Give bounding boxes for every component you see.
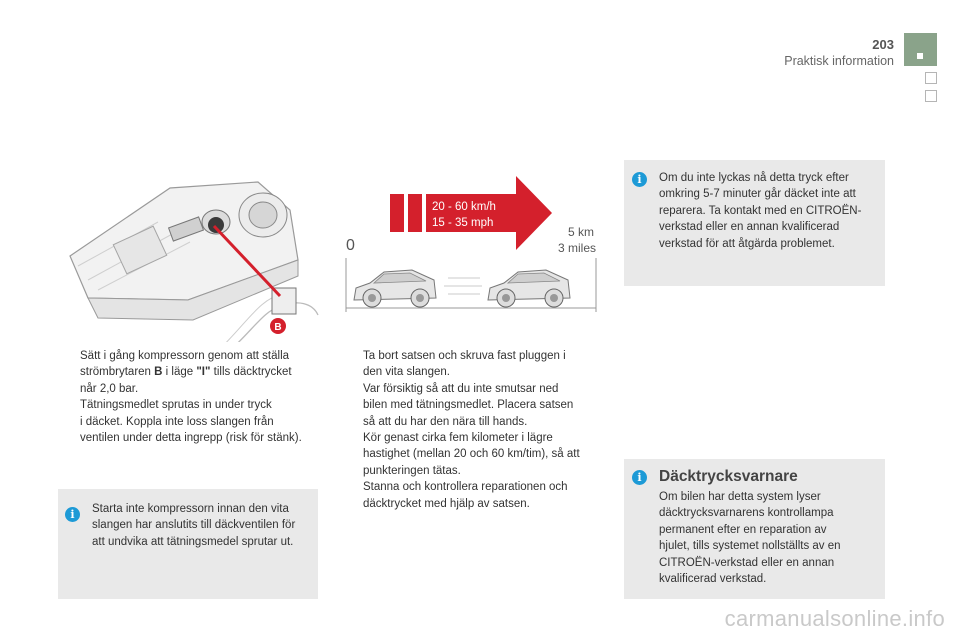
distance-km: 5 km — [568, 225, 595, 239]
bullet-icon — [341, 430, 363, 479]
text-line: Kör genast cirka fem kilometer i lägre — [363, 432, 553, 445]
text-line: däcktrycksvarnarens kontrollampa — [659, 507, 834, 520]
text-line: i däcket. Koppla inte loss slangen från — [80, 415, 274, 428]
switch-position: "I" — [196, 366, 211, 379]
text-line: Tätningsmedlet sprutas in under tryck — [80, 399, 272, 412]
info-heading: Däcktrycksvarnare — [659, 468, 798, 485]
instruction-list — [341, 348, 611, 512]
text-line: däcktrycket med hjälp av satsen. — [363, 497, 530, 510]
text-line: CITROËN-verkstad eller en annan — [659, 556, 835, 569]
text-line: Ta bort satsen och skruva fast pluggen i — [363, 350, 566, 362]
text-line: hjulet, tills systemet nollställts av en — [659, 540, 841, 553]
text-line: tills däcktrycket — [210, 366, 292, 379]
text-line: permanent efter en reparation av — [659, 523, 827, 536]
chapter-tab-marker — [917, 53, 923, 59]
driving-diagram — [340, 172, 610, 322]
text-line: kvalificerad verkstad. — [659, 573, 767, 586]
text-line: verkstad för att åtgärda problemet. — [659, 237, 835, 250]
list-item — [341, 348, 611, 430]
instruction-text — [80, 348, 328, 446]
page-number: 203 — [872, 37, 894, 52]
text-line: slangen har anslutits till däckventilen för — [92, 519, 296, 532]
list-item — [341, 430, 611, 479]
info-box-pressure — [624, 160, 885, 286]
bullet-icon — [341, 479, 363, 512]
info-text — [659, 489, 883, 587]
text-line: Var försiktig så att du inte smutsar ned — [363, 382, 559, 395]
car-moving — [488, 270, 570, 307]
chapter-tab — [904, 33, 937, 66]
start-label: 0 — [346, 237, 355, 254]
compressor-label-b: B — [274, 322, 282, 333]
info-icon: i — [632, 172, 647, 187]
text-line: att undvika att tätningsmedel sprutar ut. — [92, 535, 294, 548]
chapter-tab-empty — [925, 72, 937, 84]
bullet-icon — [58, 348, 80, 446]
text-line: så att du har den nära till hands. — [363, 415, 528, 428]
text-line: Sätt i gång kompressorn genom att ställa — [80, 350, 290, 362]
section-title: Praktisk information — [784, 54, 894, 68]
speed-mph: 15 - 35 mph — [432, 217, 494, 229]
info-box-tpms — [624, 459, 885, 599]
text-line: Om du inte lyckas nå detta tryck efter — [659, 172, 849, 184]
instruction-start-compressor — [58, 348, 328, 446]
speed-kmh: 20 - 60 km/h — [432, 201, 496, 213]
text-line: Starta inte kompressorn innan den vita — [92, 503, 289, 515]
bullet-icon — [341, 348, 363, 430]
distance-miles: 3 miles — [558, 241, 597, 255]
text-line: verkstad eller en annan kvalificerad — [659, 221, 840, 234]
compressor-illustration — [58, 170, 320, 342]
info-icon: i — [65, 507, 80, 522]
text-line: i läge — [162, 366, 197, 379]
motion-lines — [444, 278, 482, 294]
info-icon: i — [632, 470, 647, 485]
text-line: omkring 5-7 minuter går däcket inte att — [659, 188, 856, 201]
text-line: Stanna och kontrollera reparationen och — [363, 481, 568, 494]
text-line: når 2,0 bar. — [80, 382, 139, 395]
text-line: hastighet (mellan 20 och 60 km/tim), så att — [363, 448, 580, 461]
text-line: Om bilen har detta system lyser — [659, 491, 821, 503]
text-line: bilen med tätningsmedlet. Placera satsen — [363, 399, 574, 412]
text-line: strömbrytaren — [80, 366, 155, 379]
text-line: reparera. Ta kontakt med en CITROËN- — [659, 204, 862, 217]
info-text — [92, 501, 317, 550]
info-box-warning — [58, 489, 318, 599]
text-line: punkteringen tätas. — [363, 464, 461, 477]
text-line: ventilen under detta ingrepp (risk för stänk). — [80, 432, 302, 445]
car-moving — [354, 270, 436, 307]
watermark: carmanualsonline.info — [724, 606, 945, 631]
chapter-tab-empty — [925, 90, 937, 102]
list-item — [341, 479, 611, 512]
switch-label: B — [154, 366, 163, 379]
info-text — [659, 170, 883, 252]
text-line: den vita slangen. — [363, 366, 450, 379]
